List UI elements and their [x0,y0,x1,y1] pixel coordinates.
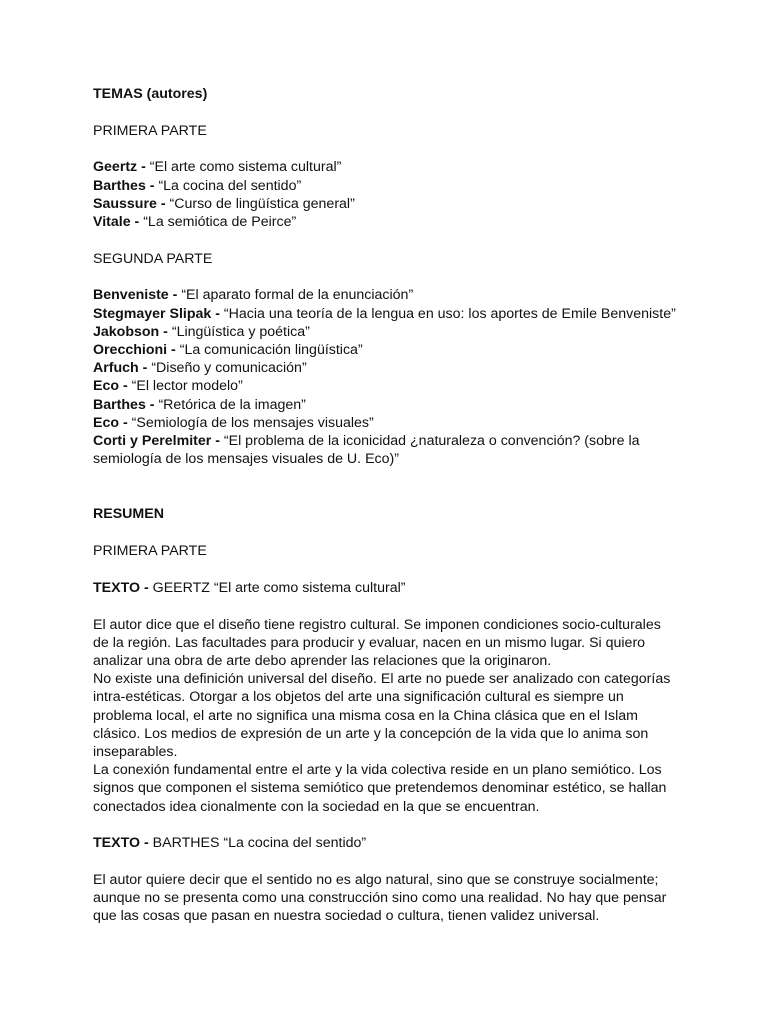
temas-heading: TEMAS (autores) [93,86,208,102]
temas-segunda-list [93,286,683,468]
list-item [93,414,683,432]
list-item [93,341,683,359]
paragraph-line: analizar una obra de arte debo aprender las relaciones que la originaron. [93,652,552,669]
author-name: Saussure - [93,195,166,212]
work-title: “Diseño y comunicación” [147,360,307,377]
texto2-heading [93,834,683,852]
paragraph-line: intra-estéticas. Otorgar a los objetos del arte una significación cultural es siempre un [93,689,624,706]
work-title: “El aparato formal de la enunciación” [177,287,414,304]
list-item [93,305,683,323]
work-title: “La cocina del sentido” [154,177,302,194]
paragraph-line: de la región. Las facultades para producir y evaluar, nacen en un mismo lugar. Si quiero [93,634,646,651]
paragraph-line: inseparables. [93,743,178,760]
work-title: “Lingüística y poética” [167,323,310,340]
paragraph-line: No existe una definición universal del diseño. El arte no puede ser analizado con categorías [93,671,671,688]
author-name: Orecchioni - [93,342,176,359]
work-title: “El problema de la iconicidad ¿naturaleza o convención? (sobre la semiología de los mensajes visuales de U. Eco)” [93,433,640,468]
author-name: Corti y Perelmiter - [93,433,220,450]
texto1-body [93,616,683,816]
paragraph-line: El autor dice que el diseño tiene registro cultural. Se imponen condiciones socio-culturales [93,616,661,633]
paragraph-line: El autor quiere decir que el sentido no es algo natural, sino que se construye socialmente; [93,872,659,888]
texto-title: BARTHES “La cocina del sentido” [148,835,367,852]
list-item [93,323,683,341]
work-title: “Semiología de los mensajes visuales” [127,414,374,431]
work-title: “Retórica de la imagen” [154,396,306,413]
work-title: “El arte como sistema cultural” [145,159,342,176]
texto2-body [93,871,683,926]
paragraph-line: clásico. Los medios de expresión de un arte y la concepción de la vida que lo anima son [93,725,649,742]
author-name: Eco - [93,378,128,395]
paragraph-line: que las cosas que pasan en nuestra sociedad o cultura, tienen validez universal. [93,908,600,925]
author-name: Arfuch - [93,360,148,377]
paragraph-line: signos que componen el sistema semiótico que pretendemos denominar estético, se hallan [93,780,667,797]
paragraph-line: conectados idea cionalmente con la sociedad en la que se encuentran. [93,798,540,815]
author-name: Eco - [93,414,128,431]
work-title: “La comunicación lingüística” [175,342,363,359]
temas-primera-list [93,158,683,231]
author-name: Vitale - [93,214,140,231]
texto-label: TEXTO - [93,579,149,596]
author-name: Geertz - [93,159,146,176]
author-name: Benveniste - [93,287,178,304]
resumen-heading: RESUMEN [93,506,164,523]
paragraph-line: aunque no se presenta como una construcción sino como una realidad. No hay que pensar [93,890,667,907]
resumen-primera-parte-label: PRIMERA PARTE [93,543,207,560]
temas-segunda-parte-label: SEGUNDA PARTE [93,250,213,267]
list-item [93,213,683,231]
texto-title: GEERTZ “El arte como sistema cultural” [148,579,406,596]
paragraph-line: problema local, el arte no significa una misma cosa en la China clásica que en el Islam [93,707,638,724]
list-item [93,359,683,377]
temas-primera-parte-label: PRIMERA PARTE [93,122,207,139]
document-page [93,85,683,926]
work-title: “El lector modelo” [127,378,243,395]
author-name: Barthes - [93,396,155,413]
list-item [93,396,683,414]
list-item [93,377,683,395]
author-name: Jakobson - [93,323,168,340]
author-name: Stegmayer Slipak - [93,305,220,322]
paragraph-line: La conexión fundamental entre el arte y la vida colectiva reside en un plano semiótico. Los [93,762,662,779]
author-name: Barthes - [93,177,155,194]
list-item [93,177,683,195]
list-item [93,195,683,213]
work-title: “Curso de lingüística general” [165,195,355,212]
work-title: “La semiótica de Peirce” [139,214,297,231]
list-item [93,432,683,468]
list-item [93,286,683,304]
texto-label: TEXTO - [93,835,149,852]
work-title: “Hacia una teoría de la lengua en uso: los aportes de Emile Benveniste” [219,305,676,322]
texto1-heading [93,579,683,597]
list-item [93,158,683,176]
